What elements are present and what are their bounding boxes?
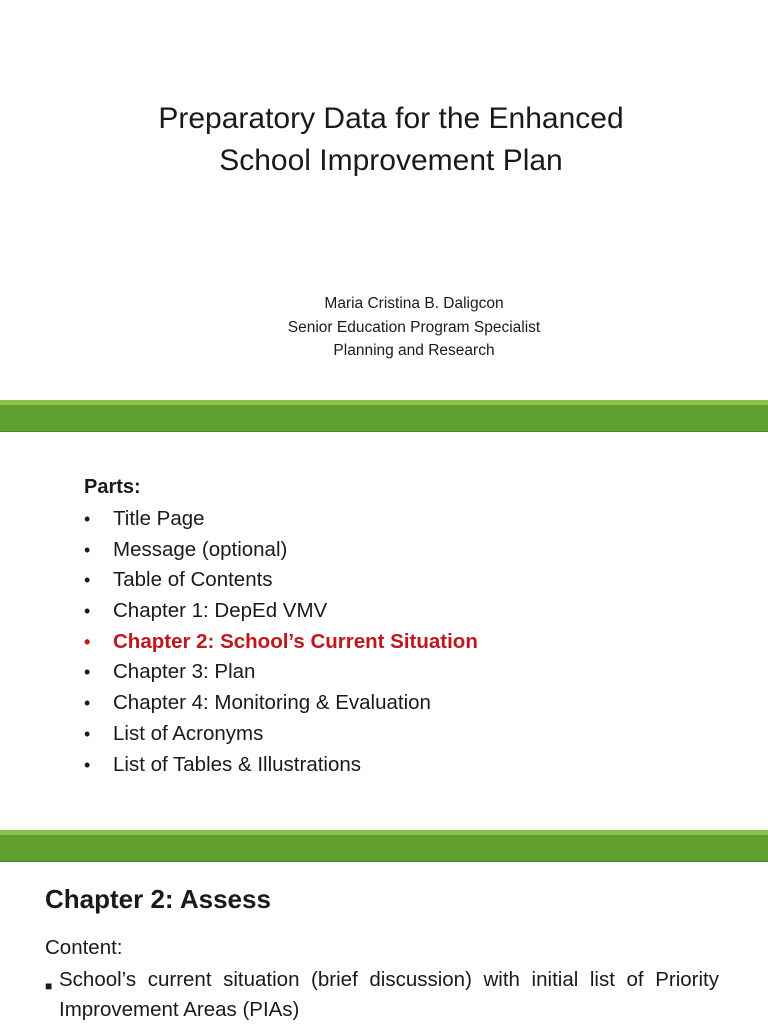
- assess-slide: [0, 866, 768, 1024]
- square-bullet-icon: ■: [45, 979, 53, 993]
- list-item: • Table of Contents: [84, 565, 478, 596]
- bullet-icon: •: [84, 601, 91, 622]
- content-label: Content:: [45, 936, 123, 959]
- list-item: • Chapter 1: DepEd VMV: [84, 596, 478, 627]
- list-item: • Chapter 4: Monitoring & Evaluation: [84, 688, 478, 719]
- bullet-icon: •: [84, 723, 91, 744]
- parts-list: [84, 504, 478, 780]
- content-item: [45, 965, 719, 1024]
- slide-title-line-2: School Improvement Plan: [219, 144, 563, 177]
- bullet-icon: •: [84, 509, 91, 529]
- slide-divider-1: [0, 400, 768, 432]
- content-item-text: School’s current situation (brief discussion) with initial list of Priority Improvement Areas (PIAs): [59, 968, 719, 1021]
- author-role: Senior Education Program Specialist: [287, 318, 541, 336]
- bullet-icon: •: [84, 662, 91, 683]
- bullet-icon: •: [84, 754, 91, 775]
- list-item: • List of Tables & Illustrations: [84, 750, 478, 781]
- bullet-icon: •: [84, 631, 91, 652]
- list-item: • Message (optional): [84, 535, 478, 566]
- author-name: Maria Cristina B. Daligcon: [324, 295, 504, 312]
- author-department: Planning and Research: [333, 342, 495, 359]
- slide-title: [0, 98, 768, 182]
- bullet-icon: •: [84, 570, 91, 591]
- title-slide: [0, 0, 768, 400]
- chapter-heading: Chapter 2: Assess: [45, 884, 271, 914]
- bullet-icon: •: [84, 539, 91, 560]
- list-item: • Chapter 3: Plan: [84, 657, 478, 688]
- parts-slide: [0, 432, 768, 830]
- list-item: • List of Acronyms: [84, 719, 478, 750]
- list-item: • Title Page: [84, 504, 478, 535]
- slide-divider-2: [0, 830, 768, 862]
- list-item-highlighted: • Chapter 2: School’s Current Situation: [84, 627, 478, 658]
- slide-title-line-1: Preparatory Data for the Enhanced: [158, 102, 624, 135]
- author-block: [0, 292, 768, 363]
- parts-heading: Parts:: [84, 476, 141, 498]
- bullet-icon: •: [84, 693, 91, 714]
